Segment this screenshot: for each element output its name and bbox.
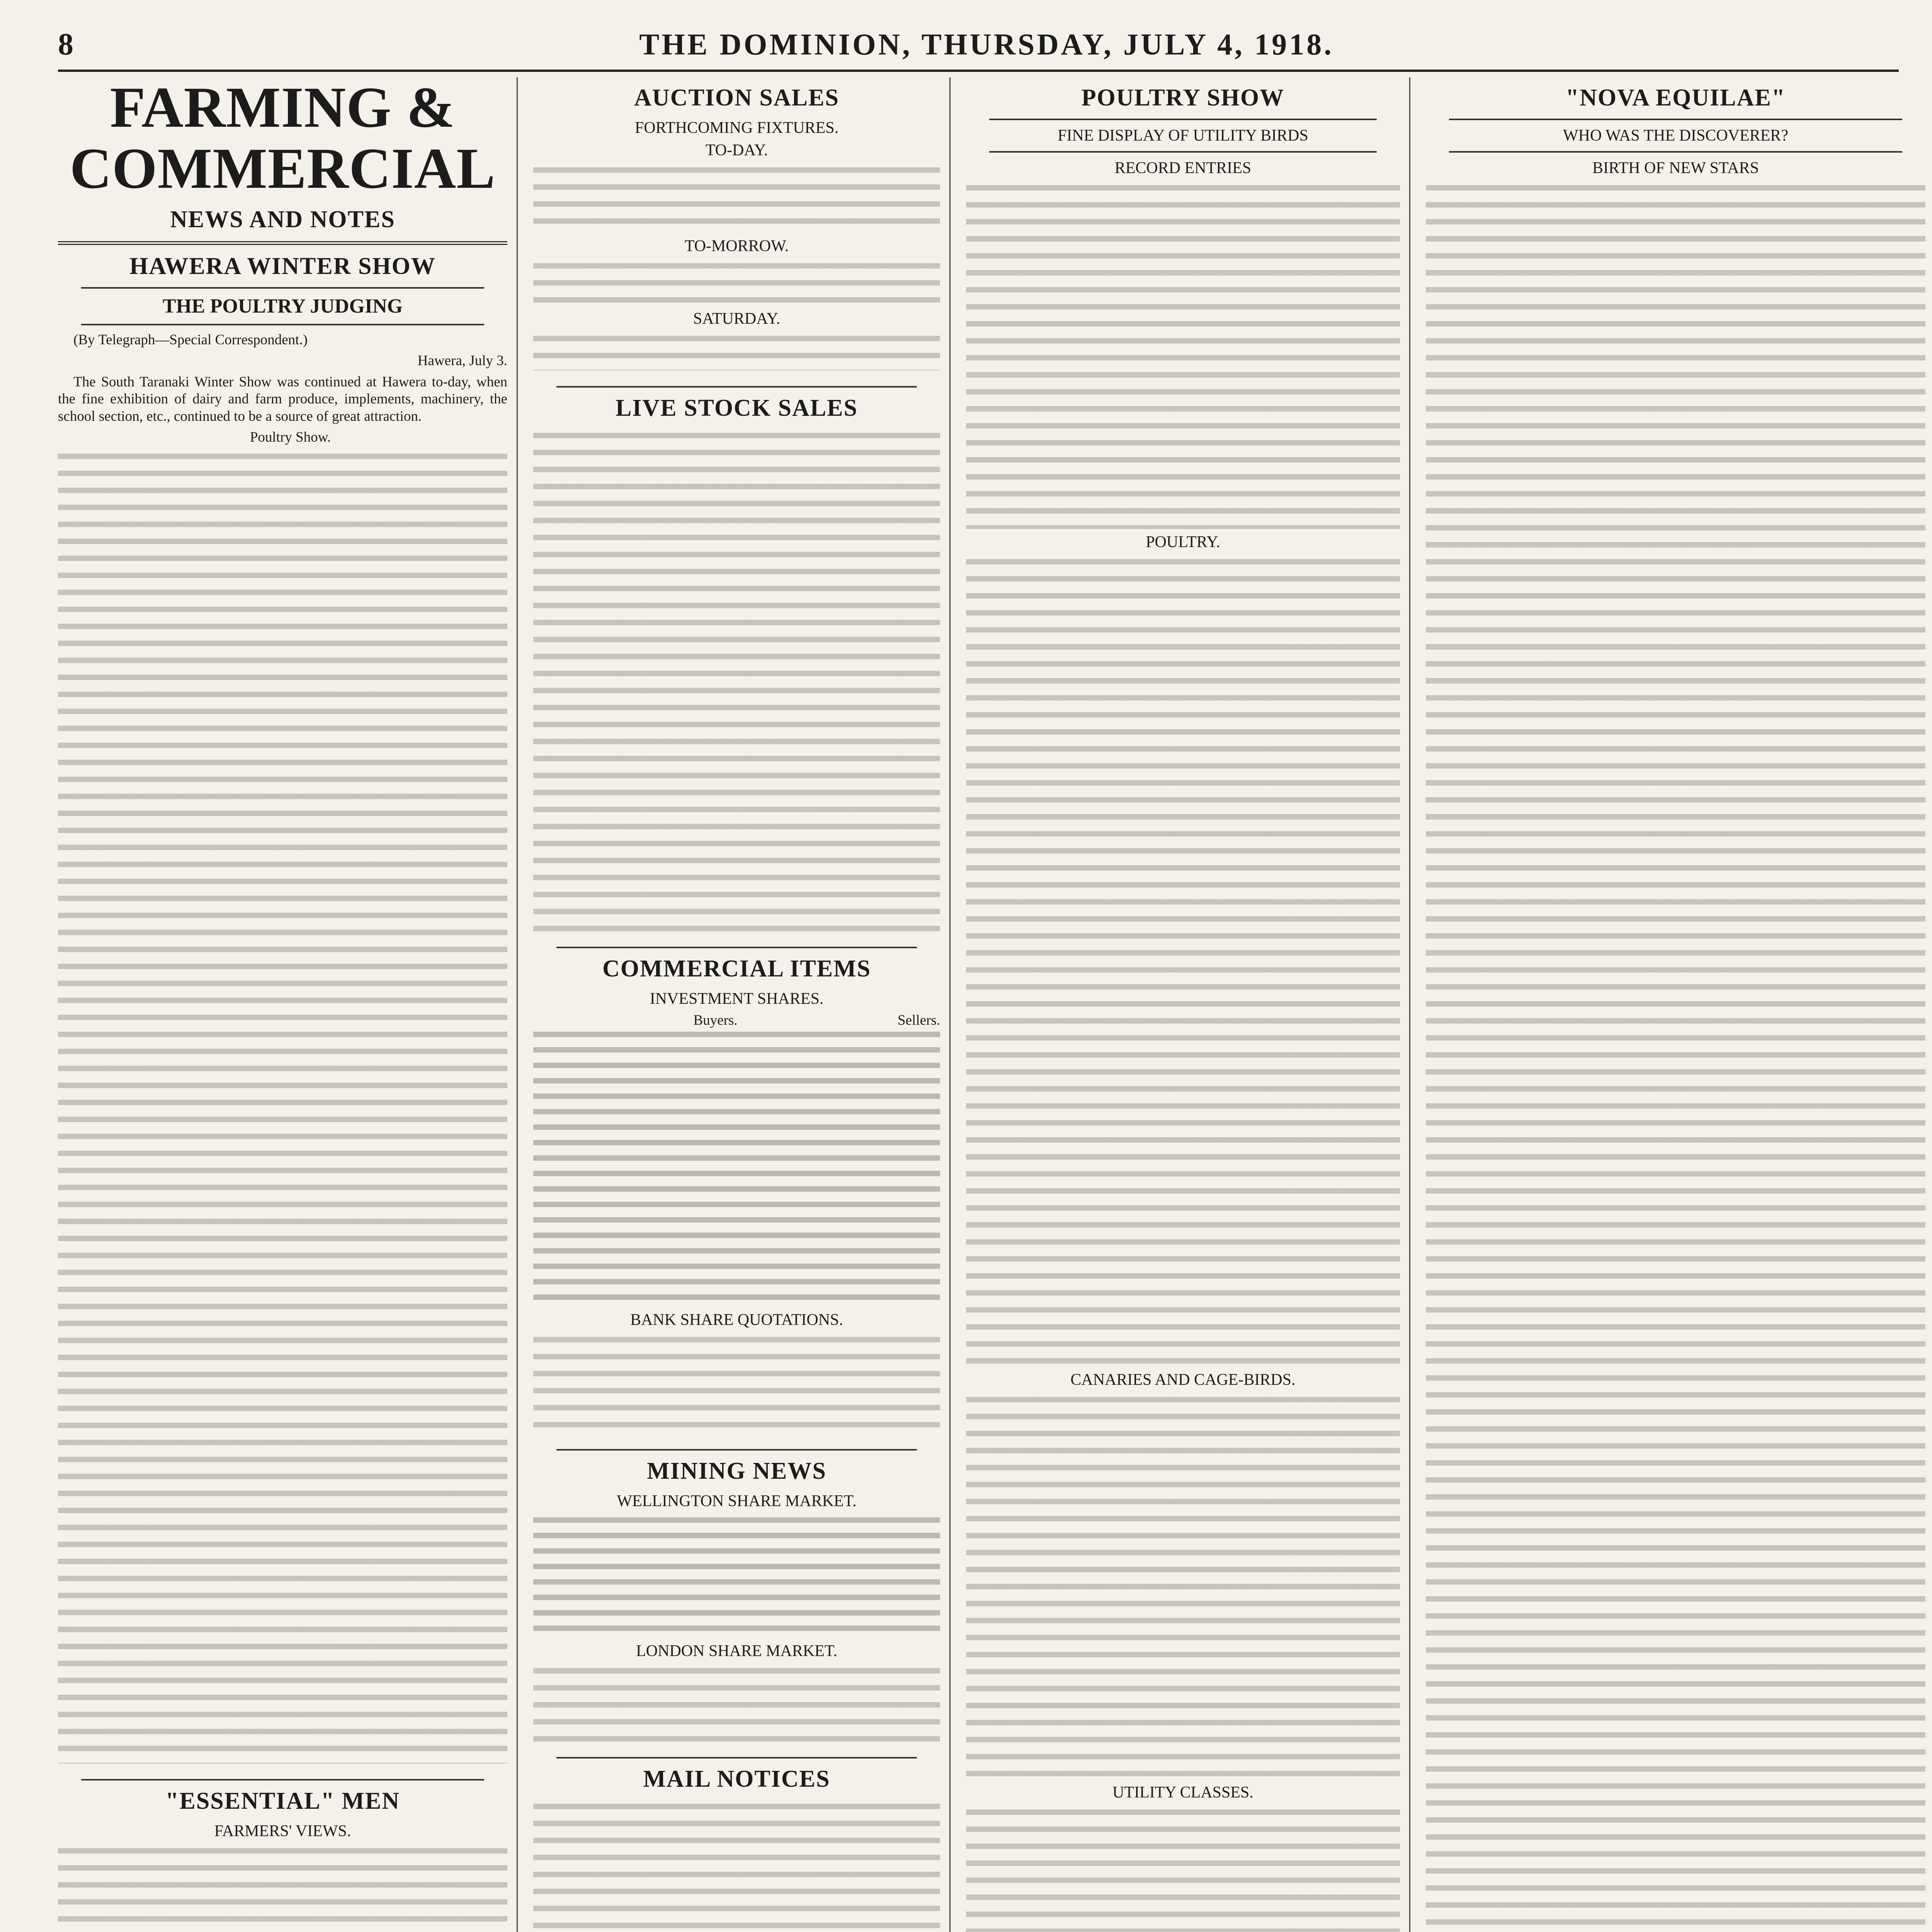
article-subtitle: WHO WAS THE DISCOVERER? bbox=[1563, 127, 1788, 145]
article-commercial-items bbox=[533, 955, 940, 1434]
body-text-block bbox=[966, 1806, 1400, 1932]
columns bbox=[58, 77, 1899, 1932]
farming-banner: FARMING & COMMERCIAL bbox=[70, 75, 496, 201]
article-subtitle: BIRTH OF NEW STARS bbox=[1592, 159, 1759, 177]
article-subtitle: THE POULTRY JUDGING bbox=[162, 295, 403, 317]
dateline: Hawera, July 3. bbox=[417, 353, 507, 369]
divider bbox=[81, 324, 484, 325]
page-number: 8 bbox=[58, 27, 74, 61]
lead-paragraph: The South Taranaki Winter Show was continued at Hawera to-day, when the fine exhibition of dairy and farm produce, implements, machinery, the school section, etc., continued to be a source of great attraction. bbox=[58, 374, 507, 424]
divider bbox=[81, 287, 484, 289]
body-text-block bbox=[58, 1844, 507, 1932]
body-text-block bbox=[966, 181, 1400, 529]
article-hawera bbox=[58, 253, 507, 1764]
divider bbox=[989, 119, 1377, 120]
subhead-saturday: SATURDAY. bbox=[693, 310, 781, 328]
article-mail-notices bbox=[533, 1765, 940, 1932]
body-text-block bbox=[533, 1333, 940, 1434]
masthead-title: THE DOMINION, THURSDAY, JULY 4, 1918. bbox=[639, 27, 1334, 61]
share-table-header bbox=[533, 1012, 940, 1029]
body-text-block bbox=[966, 555, 1400, 1367]
article-body bbox=[58, 332, 507, 446]
article-title: COMMERCIAL ITEMS bbox=[602, 956, 871, 982]
article-subtitle: INVESTMENT SHARES. bbox=[650, 990, 824, 1008]
body-text-block bbox=[533, 1800, 940, 1932]
article-essential-men bbox=[58, 1787, 507, 1932]
subhead-today: TO-DAY. bbox=[705, 141, 768, 159]
share-table bbox=[533, 1029, 940, 1307]
article-title: HAWERA WINTER SHOW bbox=[129, 253, 436, 279]
divider bbox=[989, 151, 1377, 153]
article-subtitle: FINE DISPLAY OF UTILITY BIRDS bbox=[1058, 127, 1308, 145]
article-subtitle: RECORD ENTRIES bbox=[1114, 159, 1252, 177]
subhead-poultry: POULTRY. bbox=[1146, 533, 1220, 551]
column-poultry-show bbox=[966, 77, 1410, 1932]
article-auction-sales bbox=[533, 84, 940, 371]
body-text-block bbox=[58, 450, 507, 1764]
subhead-canaries: CANARIES AND CAGE-BIRDS. bbox=[1070, 1371, 1296, 1389]
article-live-stock bbox=[533, 395, 940, 931]
article-title: POULTRY SHOW bbox=[1081, 85, 1285, 111]
body-text-block bbox=[1426, 181, 1925, 1932]
article-title: MAIL NOTICES bbox=[643, 1766, 830, 1792]
divider bbox=[556, 1449, 917, 1451]
column-auction-mail bbox=[533, 77, 951, 1932]
body-text-block bbox=[533, 332, 940, 371]
subhead-tomorrow: TO-MORROW. bbox=[684, 237, 789, 255]
article-title: "ESSENTIAL" MEN bbox=[165, 1788, 400, 1815]
divider bbox=[1449, 151, 1902, 153]
header-cell: Sellers. bbox=[898, 1012, 940, 1028]
body-text-block bbox=[533, 1664, 940, 1742]
article-title: AUCTION SALES bbox=[634, 85, 839, 111]
body-text-block bbox=[533, 259, 940, 306]
article-title: "NOVA EQUILAE" bbox=[1565, 85, 1786, 111]
column-nova-aquilae bbox=[1426, 77, 1932, 1932]
share-table bbox=[533, 1514, 940, 1638]
column-farming bbox=[58, 77, 518, 1932]
byline: (By Telegraph—Special Correspondent.) bbox=[73, 332, 308, 348]
divider bbox=[58, 241, 507, 245]
article-mining-news bbox=[533, 1458, 940, 1742]
divider bbox=[1449, 119, 1902, 120]
subhead-utility: UTILITY CLASSES. bbox=[1112, 1784, 1253, 1801]
subhead-london-shares: LONDON SHARE MARKET. bbox=[636, 1642, 837, 1660]
body-text-block bbox=[966, 1393, 1400, 1779]
article-nova bbox=[1426, 84, 1925, 1932]
subhead-bank-shares: BANK SHARE QUOTATIONS. bbox=[630, 1311, 843, 1329]
article-poultry-show bbox=[966, 84, 1400, 1932]
body-text-block bbox=[533, 163, 940, 233]
body-text-block bbox=[533, 429, 940, 931]
subhead: Poultry Show. bbox=[250, 429, 331, 445]
article-subtitle: WELLINGTON SHARE MARKET. bbox=[617, 1492, 857, 1510]
article-title: LIVE STOCK SALES bbox=[616, 395, 858, 421]
divider bbox=[81, 1779, 484, 1781]
divider bbox=[556, 1757, 917, 1759]
header-cell: Buyers. bbox=[693, 1012, 738, 1028]
masthead bbox=[58, 27, 1899, 72]
divider bbox=[556, 386, 917, 388]
article-subtitle: FORTHCOMING FIXTURES. bbox=[634, 119, 839, 137]
article-subtitle: FARMERS' VIEWS. bbox=[214, 1822, 351, 1840]
article-title: MINING NEWS bbox=[647, 1458, 827, 1484]
divider bbox=[556, 947, 917, 948]
farming-sub: NEWS AND NOTES bbox=[170, 206, 395, 233]
